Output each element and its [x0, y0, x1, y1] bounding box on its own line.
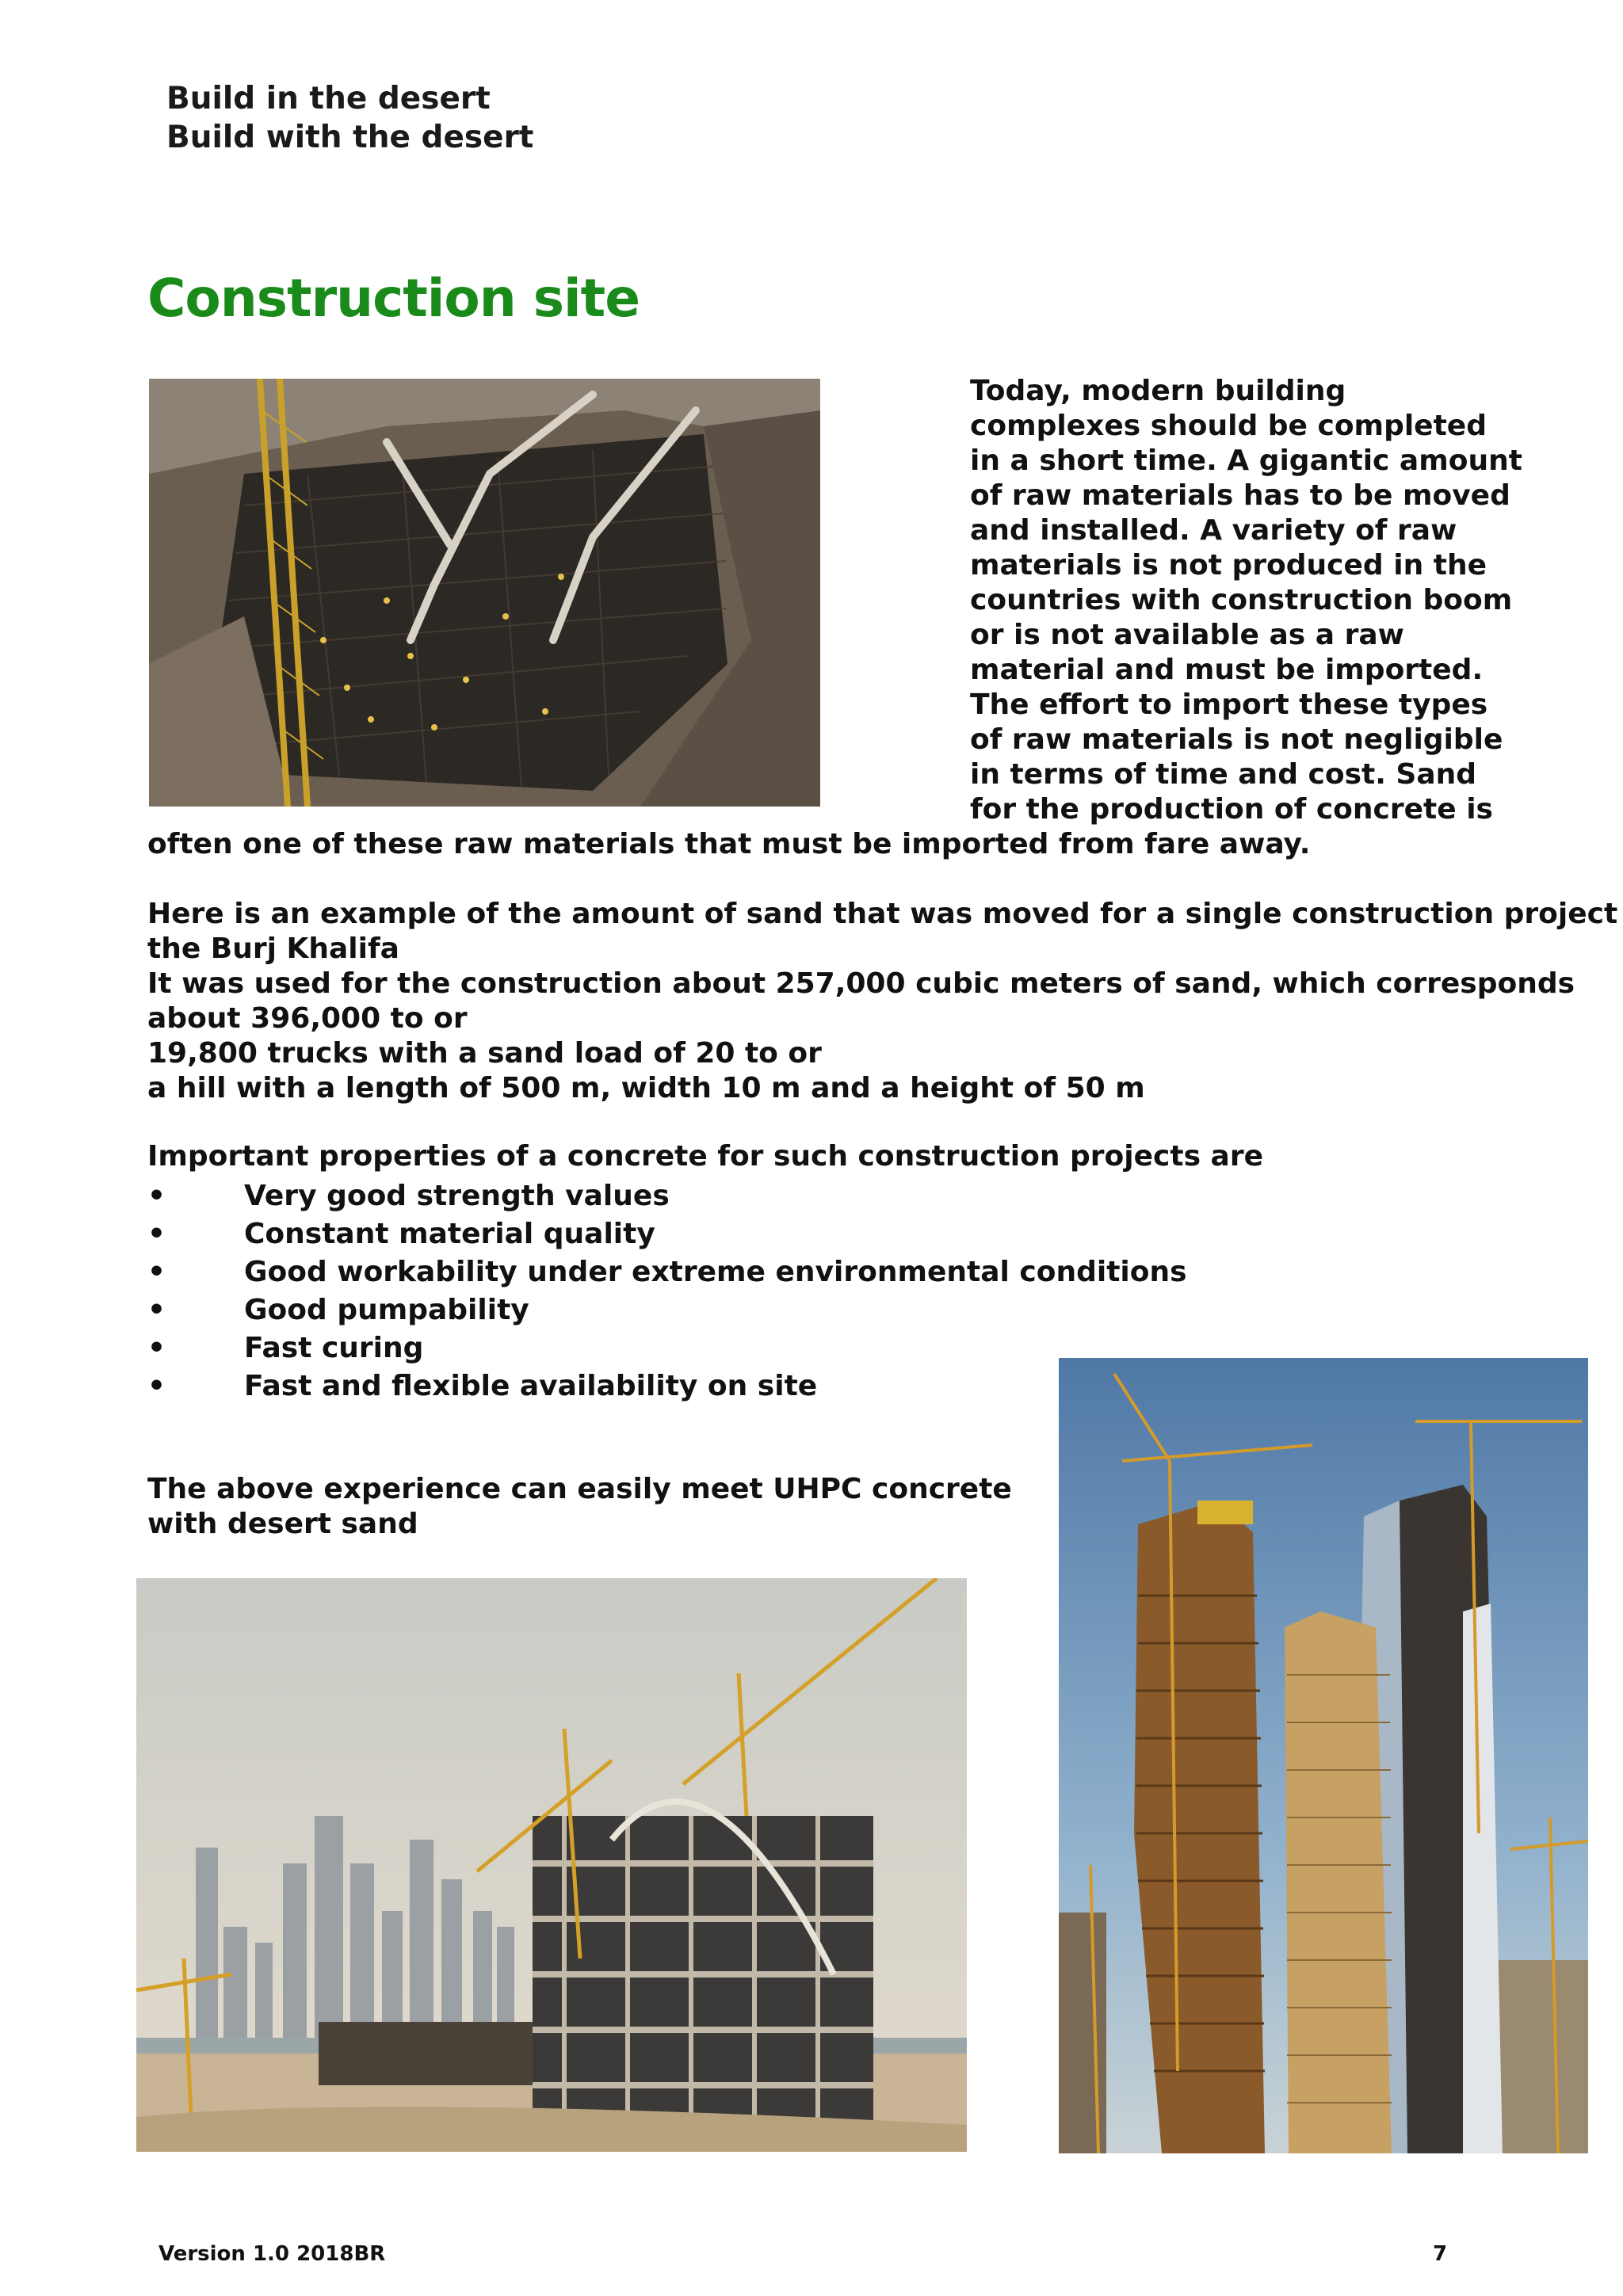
page-number: 7	[1433, 2242, 1448, 2266]
properties-intro: Important properties of a concrete for such construction projects are	[147, 1140, 1264, 1173]
intro-line: countries with construction boom	[970, 584, 1513, 616]
towers-construction-photo	[1059, 1358, 1588, 2153]
header-line-1: Build in the desert	[166, 81, 491, 116]
intro-line: complexes should be completed	[970, 410, 1487, 442]
example-line: 19,800 trucks with a sand load of 20 to or	[147, 1037, 822, 1070]
list-item	[147, 1329, 1098, 1367]
page-title: Construction site	[147, 268, 640, 329]
intro-line: in a short time. A gigantic amount	[970, 444, 1522, 477]
conclusion-line: with desert sand	[147, 1508, 418, 1540]
coastal-construction-photo	[136, 1578, 967, 2152]
list-item-text: Constant material quality	[244, 1218, 655, 1250]
properties-list	[147, 1177, 1187, 1405]
document-header	[166, 79, 880, 157]
list-item-text: Fast and flexible availability on site	[244, 1370, 818, 1402]
bullet-symbol: •	[147, 1218, 166, 1250]
intro-line: of raw materials has to be moved	[970, 479, 1510, 512]
intro-paragraph-tail: often one of these raw materials that must be imported from fare away.	[147, 828, 1311, 860]
bullet-symbol: •	[147, 1180, 166, 1212]
list-item	[147, 1177, 1098, 1215]
example-line: a hill with a length of 500 m, width 10 m and a height of 50 m	[147, 1072, 1145, 1104]
intro-line: for the production of concrete is	[970, 793, 1493, 826]
list-item-text: Good pumpability	[244, 1294, 529, 1326]
list-item-text: Good workability under extreme environmental conditions	[244, 1256, 1187, 1288]
list-item-text: Fast curing	[244, 1332, 424, 1364]
bullet-symbol: •	[147, 1294, 166, 1326]
intro-paragraph	[970, 374, 1522, 827]
intro-line: of raw materials is not negligible	[970, 723, 1503, 756]
list-item	[147, 1291, 1098, 1329]
footer-version: Version 1.0 2018BR	[158, 2242, 386, 2266]
list-item	[147, 1215, 1098, 1253]
intro-line: materials is not produced in the	[970, 549, 1487, 582]
bullet-symbol: •	[147, 1332, 166, 1364]
intro-line: and installed. A variety of raw	[970, 514, 1457, 547]
intro-line: The effort to import these types	[970, 688, 1488, 721]
list-item-text: Very good strength values	[244, 1180, 670, 1212]
sand-example-paragraph	[147, 897, 1618, 1106]
intro-line: material and must be imported.	[970, 654, 1484, 686]
bullet-symbol: •	[147, 1256, 166, 1288]
header-line-2: Build with the desert	[166, 120, 534, 155]
conclusion-line: The above experience can easily meet UHPC concrete	[147, 1473, 1012, 1505]
conclusion-paragraph	[147, 1472, 1019, 1542]
example-line: Here is an example of the amount of sand that was moved for a single construction project	[147, 898, 1618, 930]
example-line: the Burj Khalifa	[147, 933, 399, 965]
example-line: about 396,000 to or	[147, 1002, 468, 1035]
intro-line: in terms of time and cost. Sand	[970, 758, 1477, 791]
example-line: It was used for the construction about 257,000 cubic meters of sand, which corresponds	[147, 967, 1575, 1000]
list-item	[147, 1367, 1098, 1405]
bullet-symbol: •	[147, 1370, 166, 1402]
intro-line: Today, modern building	[970, 375, 1346, 407]
list-item	[147, 1253, 1187, 1291]
aerial-construction-photo	[149, 379, 820, 807]
intro-line: or is not available as a raw	[970, 619, 1404, 651]
